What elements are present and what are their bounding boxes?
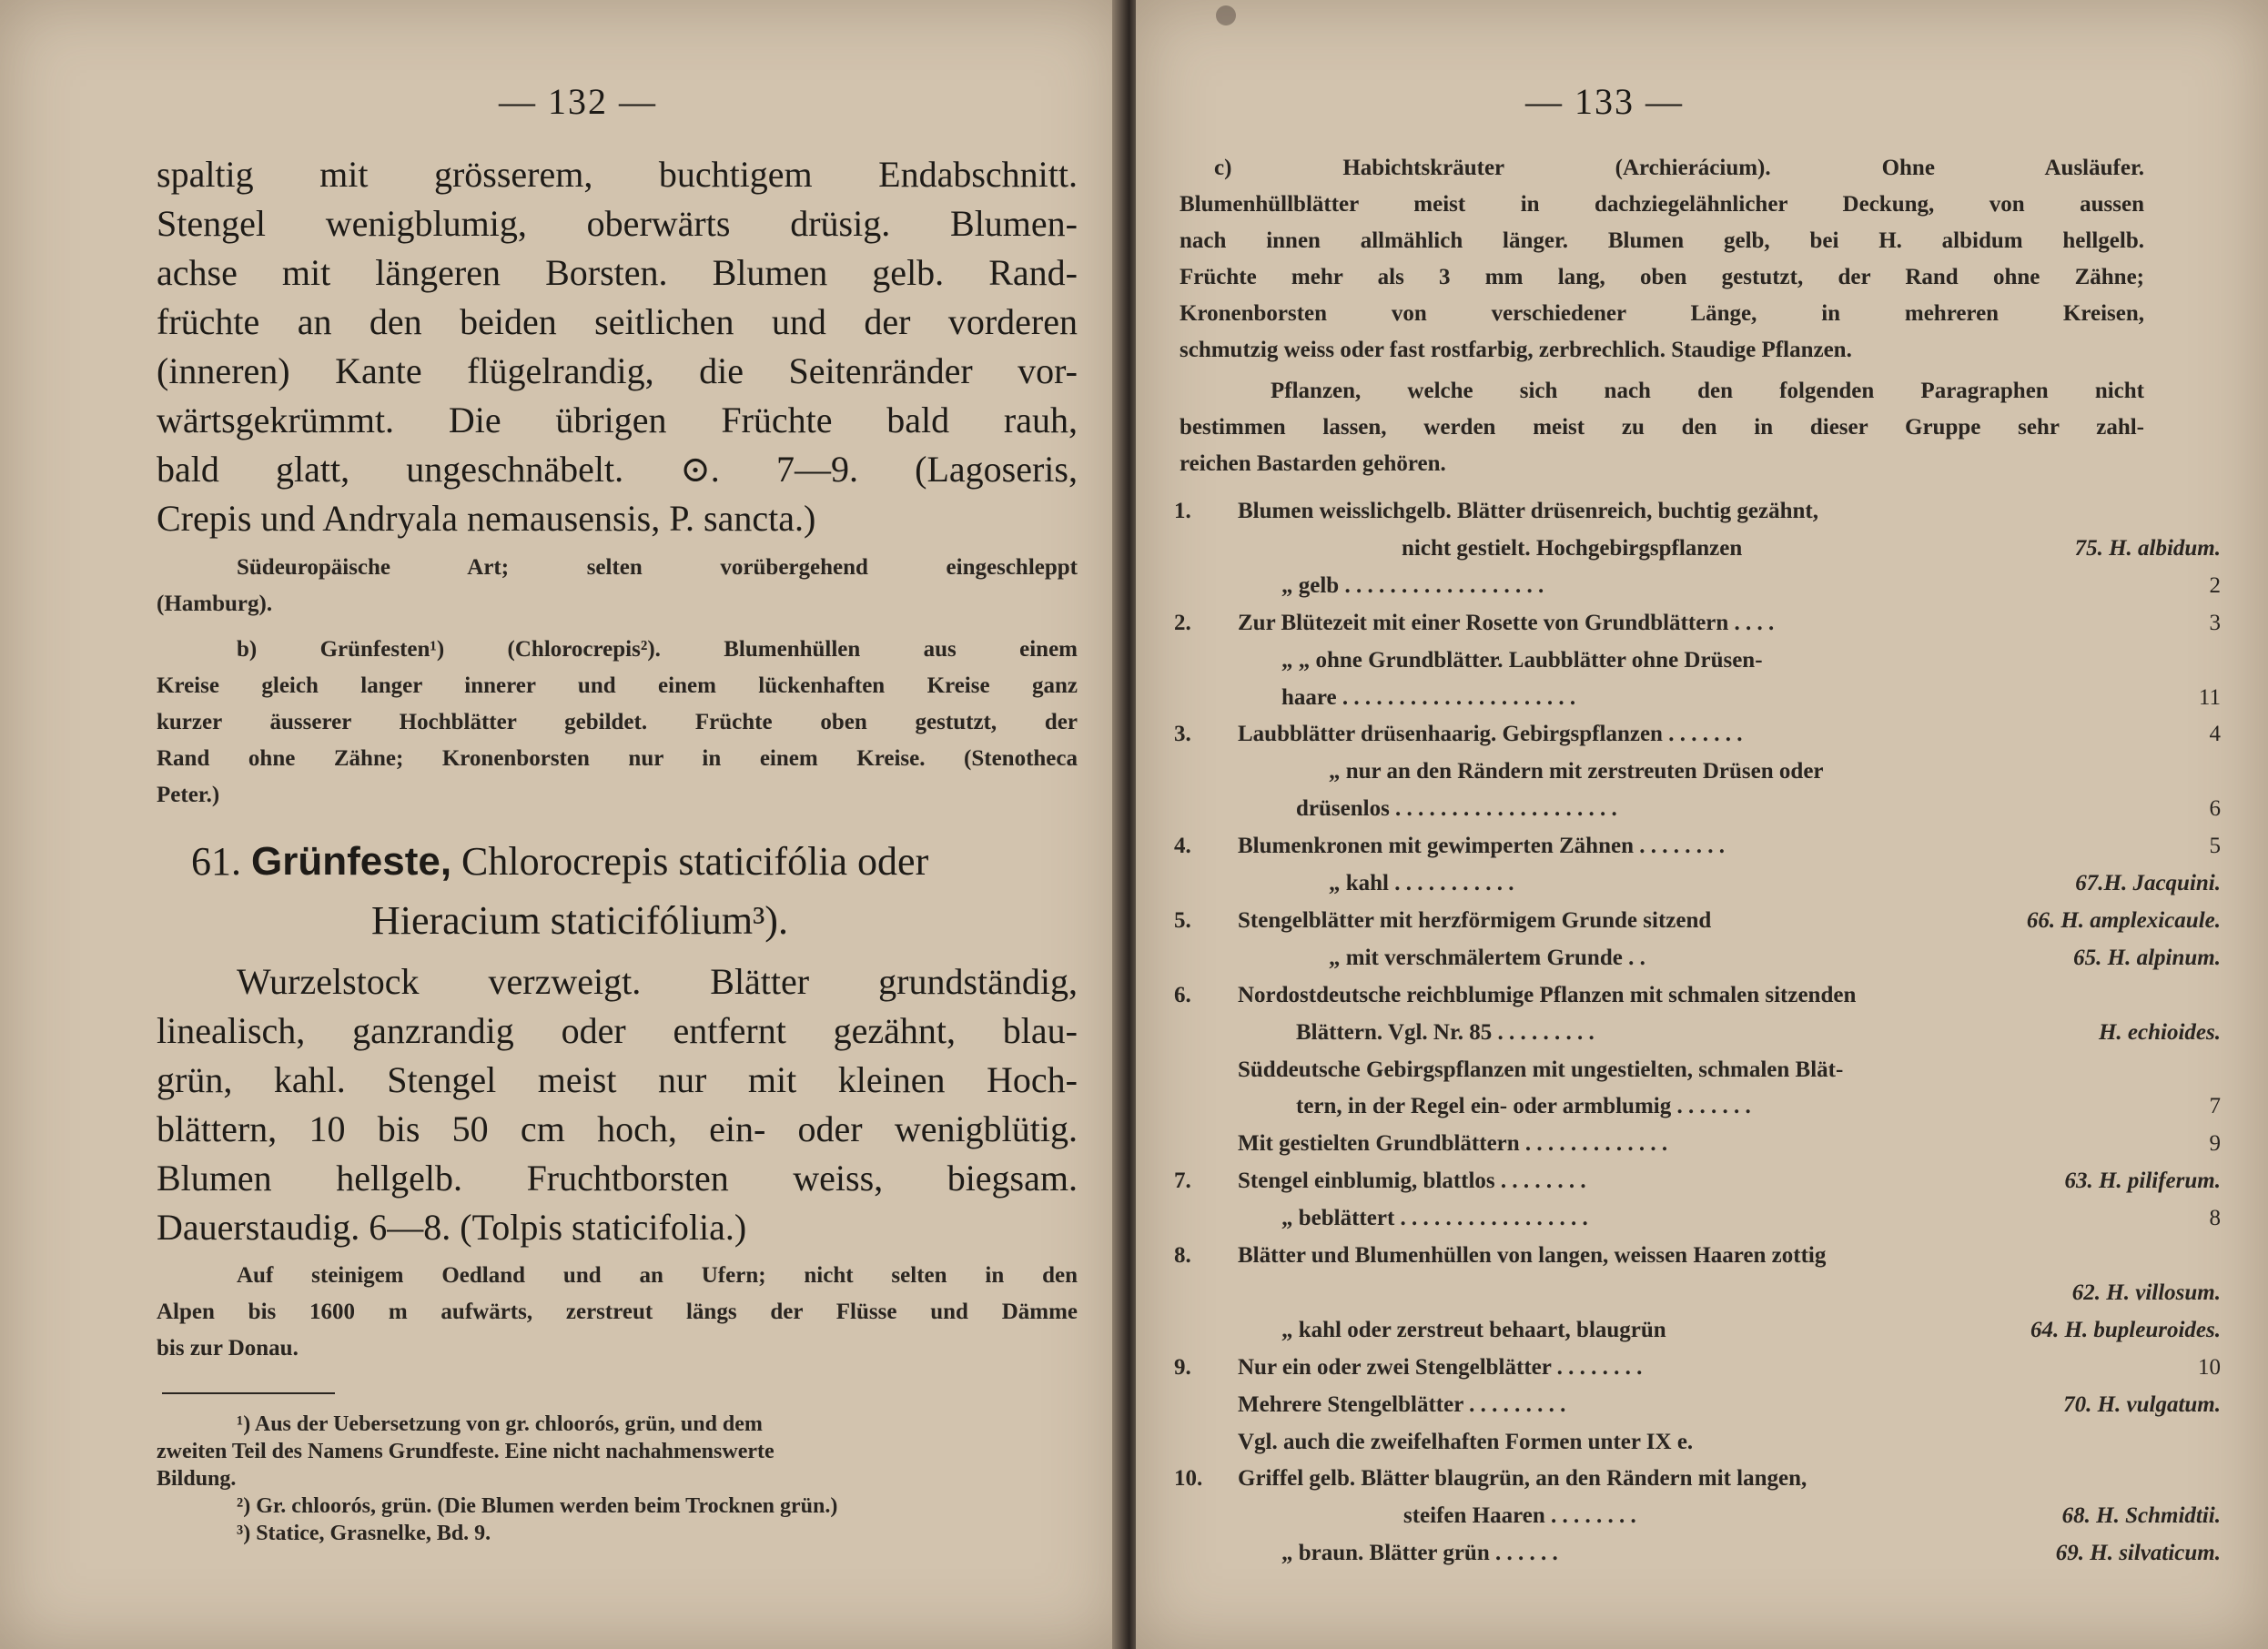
key-text: „ beblättert . . . . . . . . . . . . . . . . . [1281, 1206, 1588, 1230]
key-reference: 66. H. amplexicaule. [2026, 908, 2221, 933]
key-reference: 7 [2209, 1094, 2221, 1118]
key-row [1174, 1094, 2221, 1127]
key-row [1174, 946, 2221, 978]
left-page [0, 0, 1121, 1649]
key-reference: 3 [2209, 611, 2221, 635]
key-row [1174, 1057, 2221, 1090]
key-text: Blumenkronen mit gewimperten Zähnen . . . . . . . . [1238, 834, 1725, 858]
footnote-line: Bildung. [157, 1467, 237, 1491]
key-text: haare . . . . . . . . . . . . . . . . . . . . . [1281, 685, 1576, 710]
key-row [1174, 1392, 2221, 1425]
key-row [1174, 983, 2221, 1016]
key-text: nicht gestielt. Hochgebirgspflanzen [1402, 536, 1743, 561]
key-reference: 6 [2209, 796, 2221, 821]
text-line: Pflanzen, welche sich nach den folgenden Paragraphen nicht [1271, 379, 2144, 403]
key-reference: H. echioides. [2098, 1020, 2221, 1045]
text-line: Kreise gleich langer innerer und einem lückenhaften Kreise ganz [157, 673, 1078, 698]
section-c [1180, 150, 2144, 369]
key-row [1174, 834, 2221, 866]
key-text: „ braun. Blätter grün . . . . . . [1281, 1541, 1558, 1565]
key-row [1174, 1206, 2221, 1239]
key-text: Mit gestielten Grundblättern . . . . . . . . . . . . . [1238, 1131, 1668, 1156]
main-text [157, 150, 1078, 543]
text-line: Crepis und Andryala nemausensis, P. sancta.) [157, 498, 816, 539]
text-line: nach innen allmählich länger. Blumen gelb, bei H. albidum hellgelb. [1180, 228, 2144, 253]
key-text: Blätter und Blumenhüllen von langen, weissen Haaren zottig [1238, 1243, 1827, 1268]
key-text: „ mit verschmälertem Grunde . . [1329, 946, 1645, 970]
text-line: bald glatt, ungeschnäbelt. ⊙. 7—9. (Lagoseris, [157, 449, 1078, 490]
key-reference: 67.H. Jacquini. [2075, 871, 2221, 895]
text-line: reichen Bastarden gehören. [1180, 451, 1446, 476]
key-reference: 2 [2209, 573, 2221, 598]
key-row [1174, 1503, 2221, 1536]
key-reference: 11 [2198, 685, 2221, 710]
key-row [1174, 759, 2221, 792]
text-line: Peter.) [157, 783, 220, 807]
key-number: 2. [1174, 611, 1191, 635]
text-line: b) Grünfesten¹) (Chlorocrepis²). Blumenhüllen aus einem [237, 637, 1078, 662]
key-row [1174, 1131, 2221, 1164]
key-text: Zur Blütezeit mit einer Rosette von Grundblättern . . . . [1238, 611, 1775, 635]
text-line: schmutzig weiss oder fast rostfarbig, zerbrechlich. Staudige Pflanzen. [1180, 338, 1852, 362]
text-line: wärtsgekrümmt. Die übrigen Früchte bald rauh, [157, 400, 1078, 440]
key-row [1174, 1020, 2221, 1053]
key-row [1174, 1280, 2221, 1313]
key-text: „ „ ohne Grundblätter. Laubblätter ohne Drüsen- [1281, 648, 1763, 673]
key-text: Nordostdeutsche reichblumige Pflanzen mit schmalen sitzenden [1238, 983, 1857, 1007]
text-line: Wurzelstock verzweigt. Blätter grundständig, [237, 961, 1078, 1002]
key-number: 6. [1174, 983, 1191, 1007]
key-text: Nur ein oder zwei Stengelblätter . . . . . . . . [1238, 1355, 1643, 1380]
ink-spot [1216, 5, 1236, 25]
key-number: 7. [1174, 1168, 1191, 1193]
footnote-line: ¹) Aus der Uebersetzung von gr. chloorós, grün, und dem [237, 1412, 763, 1436]
key-number: 5. [1174, 908, 1191, 933]
key-reference: 69. H. silvaticum. [2055, 1541, 2221, 1565]
key-text: Stengel einblumig, blattlos . . . . . . . . [1238, 1168, 1586, 1193]
key-row [1174, 648, 2221, 681]
key-row [1174, 1355, 2221, 1388]
key-text: „ nur an den Rändern mit zerstreuten Drüsen oder [1329, 759, 1824, 784]
key-reference: 10 [2198, 1355, 2221, 1380]
key-text: Vgl. auch die zweifelhaften Formen unter IX e. [1238, 1430, 1694, 1454]
species-name: Grünfeste, [251, 839, 452, 884]
habitat-note [157, 1258, 1078, 1367]
key-number: 9. [1174, 1355, 1191, 1380]
key-text: Blumen weisslichgelb. Blätter drüsenreich, buchtig gezähnt, [1238, 499, 1818, 523]
footnote-line: ³) Statice, Grasnelke, Bd. 9. [237, 1522, 491, 1545]
key-reference: 9 [2209, 1131, 2221, 1156]
key-text: Stengelblätter mit herzförmigem Grunde sitzend [1238, 908, 1712, 933]
key-text: „ gelb . . . . . . . . . . . . . . . . . . [1281, 573, 1544, 598]
text-line: blättern, 10 bis 50 cm hoch, ein- oder wenigblütig. [157, 1108, 1078, 1149]
text-line: Südeuropäische Art; selten vorübergehend eingeschleppt [237, 555, 1078, 580]
key-number: 1. [1174, 499, 1191, 523]
key-text: Mehrere Stengelblätter . . . . . . . . . [1238, 1392, 1566, 1417]
key-row [1174, 1541, 2221, 1573]
key-reference: 8 [2209, 1206, 2221, 1230]
footnote-line: ²) Gr. chloorós, grün. (Die Blumen werden beim Trocknen grün.) [237, 1494, 838, 1518]
key-row [1174, 908, 2221, 941]
text-line: spaltig mit grösserem, buchtigem Endabschnitt. [157, 154, 1078, 195]
text-line: (inneren) Kante flügelrandig, die Seitenränder vor- [157, 350, 1078, 391]
text-line: Auf steinigem Oedland und an Ufern; nicht selten in den [237, 1263, 1078, 1288]
key-row [1174, 1430, 2221, 1462]
key-reference: 62. H. villosum. [2071, 1280, 2221, 1305]
key-text: Süddeutsche Gebirgspflanzen mit ungestielten, schmalen Blät- [1238, 1057, 1844, 1082]
text-line: Blumen hellgelb. Fruchtborsten weiss, biegsam. [157, 1158, 1078, 1199]
key-reference: 5 [2209, 834, 2221, 858]
key-text: Griffel gelb. Blätter blaugrün, an den Rändern mit langen, [1238, 1466, 1807, 1491]
key-text: tern, in der Regel ein- oder armblumig . . . . . . . [1296, 1094, 1751, 1118]
footnotes [157, 1411, 1078, 1547]
right-page [1136, 0, 2268, 1649]
page-number: — 133 — [1525, 81, 1684, 122]
text-line: bis zur Donau. [157, 1336, 299, 1361]
text-line: Rand ohne Zähne; Kronenborsten nur in einem Kreise. (Stenotheca [157, 746, 1078, 771]
key-reference: 64. H. bupleuroides. [2030, 1318, 2221, 1342]
text-line: c) Habichtskräuter (Archierácium). Ohne Ausläufer. [1214, 156, 2144, 180]
key-text: drüsenlos . . . . . . . . . . . . . . . . . . . . [1296, 796, 1617, 821]
key-row [1174, 796, 2221, 829]
footnote-line: zweiten Teil des Namens Grundfeste. Eine nicht nachahmenswerte [157, 1440, 775, 1463]
key-text: steifen Haaren . . . . . . . . [1403, 1503, 1636, 1528]
key-number: 3. [1174, 722, 1191, 746]
species-heading [191, 835, 928, 889]
footnote-rule [162, 1392, 335, 1394]
distribution-note [157, 550, 1078, 622]
key-row [1174, 1168, 2221, 1201]
key-reference: 75. H. albidum. [2074, 536, 2221, 561]
key-row [1174, 685, 2221, 718]
text-line: linealisch, ganzrandig oder entfernt gezähnt, blau- [157, 1010, 1078, 1051]
key-reference: 68. H. Schmidtii. [2061, 1503, 2221, 1528]
text-line: kurzer äusserer Hochblätter gebildet. Früchte oben gestutzt, der [157, 710, 1078, 734]
species-description [157, 957, 1078, 1252]
key-number: 4. [1174, 834, 1191, 858]
key-text: „ kahl oder zerstreut behaart, blaugrün [1281, 1318, 1666, 1342]
text-line: Dauerstaudig. 6—8. (Tolpis staticifolia.) [157, 1207, 747, 1248]
text-line: Kronenborsten von verschiedener Länge, in mehreren Kreisen, [1180, 301, 2144, 326]
key-reference: 4 [2209, 722, 2221, 746]
key-row [1174, 1466, 2221, 1499]
species-synonym: Chlorocrepis staticifólia oder [461, 839, 929, 884]
key-reference: 70. H. vulgatum. [2063, 1392, 2221, 1417]
key-text: Laubblätter drüsenhaarig. Gebirgspflanzen . . . . . . . [1238, 722, 1743, 746]
key-reference: 63. H. piliferum. [2064, 1168, 2221, 1193]
text-line: (Hamburg). [157, 592, 273, 616]
text-line: Stengel wenigblumig, oberwärts drüsig. Blumen- [157, 203, 1078, 244]
hybrid-note [1180, 373, 2144, 482]
text-line: bestimmen lassen, werden meist zu den in dieser Gruppe sehr zahl- [1180, 415, 2144, 440]
species-number: 61. [191, 839, 241, 884]
text-line: Alpen bis 1600 m aufwärts, zerstreut längs der Flüsse und Dämme [157, 1300, 1078, 1324]
text-line: Blumenhüllblätter meist in dachziegelähnlicher Deckung, von aussen [1180, 192, 2144, 217]
key-row [1174, 611, 2221, 643]
text-line: grün, kahl. Stengel meist nur mit kleinen Hoch- [157, 1059, 1078, 1100]
key-row [1174, 499, 2221, 531]
key-text: Blättern. Vgl. Nr. 85 . . . . . . . . . [1296, 1020, 1595, 1045]
key-reference: 65. H. alpinum. [2073, 946, 2221, 970]
key-row [1174, 1243, 2221, 1276]
key-number: 10. [1174, 1466, 1203, 1491]
key-text: „ kahl . . . . . . . . . . . [1329, 871, 1514, 895]
key-row [1174, 573, 2221, 606]
text-line: achse mit längeren Borsten. Blumen gelb. Rand- [157, 252, 1078, 293]
section-b [157, 632, 1078, 814]
key-row [1174, 871, 2221, 904]
key-number: 8. [1174, 1243, 1191, 1268]
key-row [1174, 1318, 2221, 1351]
page-number: — 132 — [499, 81, 657, 122]
key-row [1174, 536, 2221, 569]
text-line: früchte an den beiden seitlichen und der vorderen [157, 301, 1078, 342]
species-heading-line2: Hieracium staticifólium³). [371, 898, 788, 943]
key-row [1174, 722, 2221, 754]
text-line: Früchte mehr als 3 mm lang, oben gestutzt, der Rand ohne Zähne; [1180, 265, 2144, 289]
